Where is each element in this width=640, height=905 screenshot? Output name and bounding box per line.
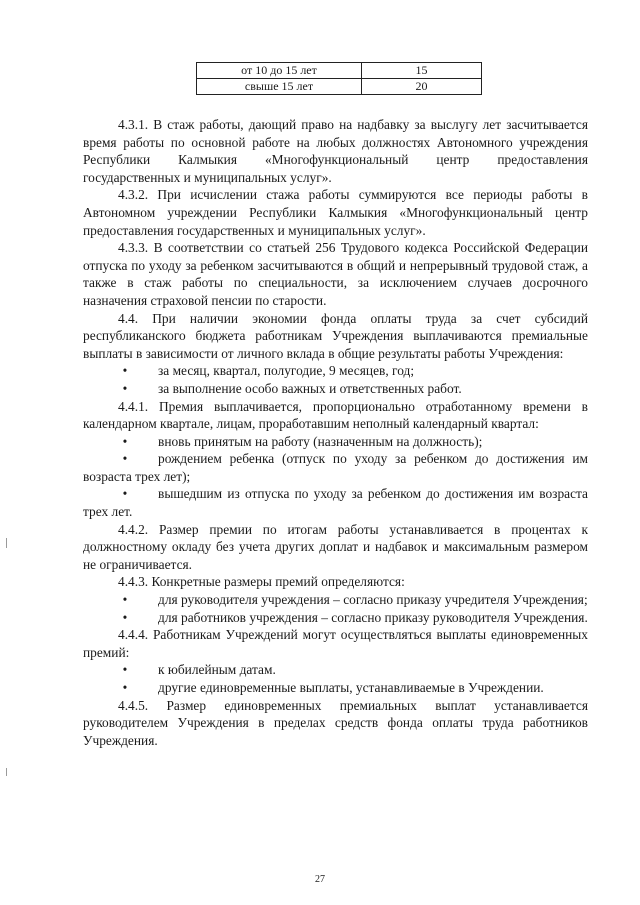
paragraph-4-3-3: 4.3.3. В соответствии со статьей 256 Трудового кодекса Российской Федерации отпуска по уходу за ребенком засчитываются в общий и непрерывный трудовой стаж, а также в стаж работы по специальности, за исключением случаев досрочного назначения страховой пенсии по старости. <box>83 240 588 308</box>
bullet-text: вышедшим из отпуска по уходу за ребенком до достижения им возраста трех лет. <box>83 486 588 520</box>
bullet-item <box>83 485 588 520</box>
bullet-item <box>83 591 588 609</box>
table-cell-value: 15 <box>362 63 482 79</box>
paragraph-4-4-4: 4.4.4. Работникам Учреждений могут осуществляться выплаты единовременных премий: <box>83 627 588 660</box>
bullet-item <box>83 433 588 451</box>
scan-margin-mark <box>6 768 7 776</box>
bullet-item <box>83 679 588 697</box>
bullet-text: за выполнение особо важных и ответственных работ. <box>158 380 462 396</box>
paragraph-4-4-2: 4.4.2. Размер премии по итогам работы устанавливается в процентах к должностному окладу без учета других доплат и надбавок и максимальным размером не ограничивается. <box>83 521 588 572</box>
bullet-item <box>83 450 588 485</box>
paragraph-4-3-2: 4.3.2. При исчислении стажа работы суммируются все периоды работы в Автономном учреждении Республики Калмыкия «Многофункциональный центр предоставления государственных и муниципальных услуг». <box>83 187 588 238</box>
page-number: 27 <box>315 874 325 885</box>
paragraph-4-4-3: 4.4.3. Конкретные размеры премий определяются: <box>118 574 405 590</box>
table-cell-value: 20 <box>362 79 482 95</box>
table-cell-period: от 10 до 15 лет <box>197 63 362 79</box>
bullet-text: другие единовременные выплаты, устанавливаемые в Учреждении. <box>158 680 544 695</box>
bullet-icon: • <box>122 433 128 449</box>
bullet-text: для руководителя учреждения – согласно приказу учредителя Учреждения; <box>158 592 588 608</box>
bullet-item <box>83 362 588 380</box>
bullet-item <box>83 661 588 679</box>
bullet-text: вновь принятым на работу (назначенным на должность); <box>158 433 483 449</box>
bullet-icon: • <box>122 486 128 502</box>
bullet-item <box>83 609 588 627</box>
table-row <box>197 79 482 95</box>
bullet-icon: • <box>122 592 128 608</box>
bullet-icon: • <box>122 680 128 695</box>
paragraph-4-4: 4.4. При наличии экономии фонда оплаты труда за счет субсидий республиканского бюджета работникам Учреждения выплачиваются премиальные выплаты в зависимости от личного вклада в общие результаты работы Учреждения: <box>83 310 588 361</box>
paragraph-4-4-1: 4.4.1. Премия выплачивается, пропорционально отработанному времени в календарном квартале, лицам, проработавшим неполный календарный квартал: <box>83 398 588 432</box>
paragraph-4-4-5: 4.4.5. Размер единовременных премиальных выплат устанавливается руководителем Учреждения в пределах средств фонда оплаты труда работников Учреждения. <box>83 697 588 748</box>
bullet-text: за месяц, квартал, полугодие, 9 месяцев, год; <box>158 363 415 379</box>
bullet-icon: • <box>122 380 128 396</box>
bullet-icon: • <box>122 662 128 678</box>
table-cell-period: свыше 15 лет <box>197 79 362 95</box>
bullet-text: рождением ребенка (отпуск по уходу за ребенком до достижения им возраста трех лет); <box>83 451 588 484</box>
bullet-icon: • <box>122 451 128 467</box>
bullet-text: для работников учреждения – согласно приказу руководителя Учреждения. <box>158 609 588 625</box>
bullet-icon: • <box>122 363 128 379</box>
scan-margin-mark <box>6 538 7 548</box>
bullet-icon: • <box>122 609 128 625</box>
table-row <box>197 63 482 79</box>
paragraph-4-3-1: 4.3.1. В стаж работы, дающий право на надбавку за выслугу лет засчитывается время работы по основной работе на любых должностях Автономного учреждения Республики Калмыкия «Многофункциональный центр предоставления государственных и муниципальных услуг». <box>83 117 588 185</box>
seniority-bonus-table <box>196 62 482 95</box>
document-body <box>83 116 588 749</box>
bullet-text: к юбилейным датам. <box>158 662 276 678</box>
bullet-item <box>83 380 588 398</box>
